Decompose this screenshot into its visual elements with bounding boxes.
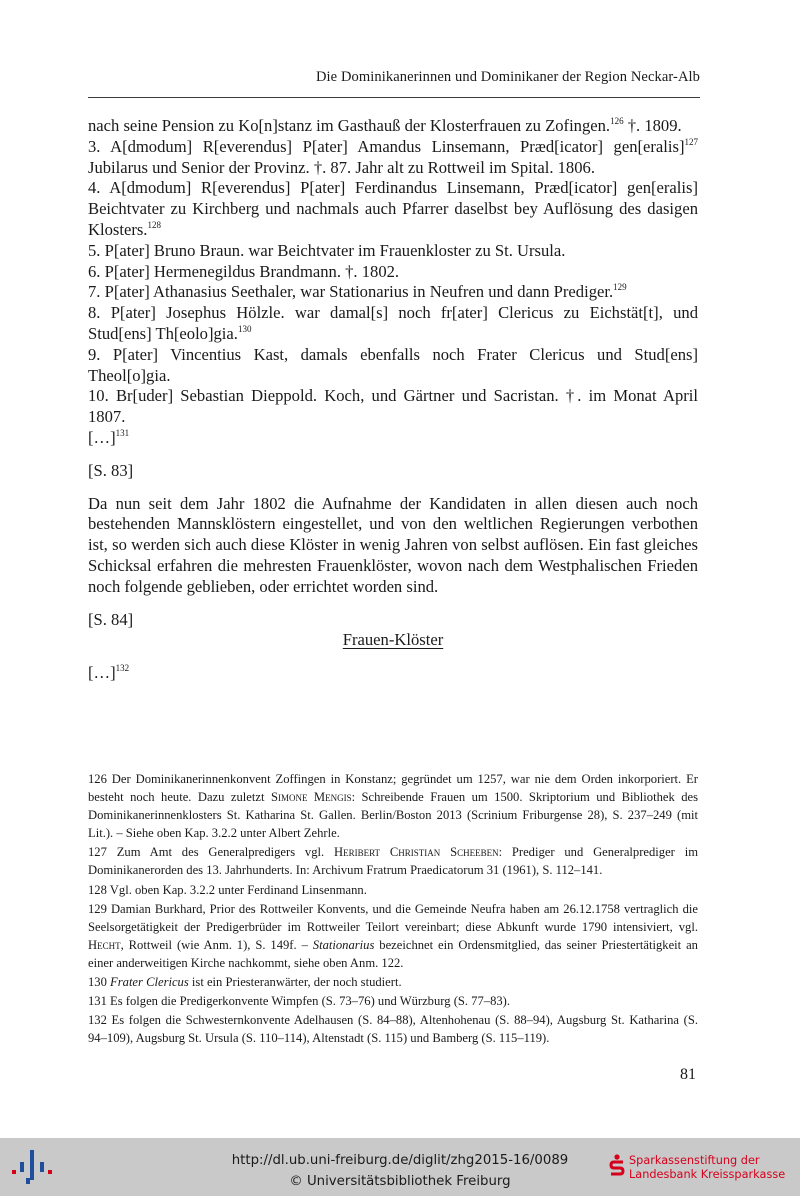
list-item: 6. P[ater] Hermenegildus Brandmann. †. 1802. xyxy=(88,261,400,281)
footnote-128: 128 Vgl. oben Kap. 3.2.2 unter Ferdinand Linsenmann. xyxy=(88,882,367,897)
footer-citation xyxy=(200,1150,600,1192)
footnote-129: 129 Damian Burkhard, Prior des Rottweiler Konvents, und die Gemeinde Neufra haben am 26.12.1758 vertraglich die Seelsorgetätigkeit der Predigerbrüder im Rottweiler Teilort vereinbart; diese Abkunft wurde 1790 intensiviert, vgl. Hecht, Rottweil (wie Anm. 1), S. 149f. – Stationarius bezeichnet ein Ordensmitglied, das seiner Priestertätigkeit an einer anderweitigen Kirche nachkommt, siehe oben Anm. 122. xyxy=(88,901,698,970)
list-item: 4. A[dmodum] R[everendus] P[ater] Ferdinandus Linsemann, Præd[icator] gen[eralis] Beichtvater zu Kirchberg und nachmals auch Pfarrer daselbst bey Auflösung des dasigen Klosters.$^{128}$ xyxy=(88,178,698,239)
footnote-130: 130 Frater Clericus ist ein Priesteranwärter, der noch studiert. xyxy=(88,975,402,990)
sparkasse-s-icon xyxy=(609,1154,625,1178)
section-title: Frauen-Klöster xyxy=(342,630,444,650)
running-header: Die Dominikanerinnen und Dominikaner der Region Neckar-Alb xyxy=(315,69,700,85)
omission-mark: […]$^{131}$ xyxy=(88,427,130,447)
footnote-ref-127[interactable]: 127 xyxy=(684,136,698,147)
footnote-ref-129[interactable]: 129 xyxy=(613,282,627,293)
footnote-ref-131[interactable]: 131 xyxy=(115,427,130,438)
main-text xyxy=(88,116,698,684)
permalink[interactable]: http://dl.ub.uni-freiburg.de/diglit/zhg2015-16/0089 xyxy=(231,1153,569,1168)
page-reference: [S. 84] xyxy=(88,609,134,629)
list-item: 3. A[dmodum] R[everendus] P[ater] Amandus Linsemann, Præd[icator] gen[eralis]$^{127}$ Jubilarus und Senior der Provinz. †. 87. Jahr alt zu Rottweil im Spital. 1806. xyxy=(88,136,698,177)
footnote-126: 126 Der Dominikanerinnenkonvent Zoffingen in Konstanz; gegründet um 1257, war nie dem Orden inkorporiert. Er besteht noch heute. Dazu zuletzt Simone Mengis: Schreibende Frauen um 1500. Skriptorium und Bibliothek des Dominikanerinnenklosters St. Katharina St. Gallen. Berlin/Boston 2013 (Scrinium Friburgense 28), S. 237–249 (mit Lit.). – Siehe oben Kap. 3.2.2 unter Albert Zehrle. xyxy=(88,772,698,841)
footnote-ref-128[interactable]: 128 xyxy=(147,219,161,230)
footnote-ref-130[interactable]: 130 xyxy=(237,323,252,334)
copyright-notice: © Universitätsbibliothek Freiburg xyxy=(289,1174,511,1189)
viewer-footer xyxy=(0,1138,800,1196)
list-item: 8. P[ater] Josephus Hölzle. war damal[s] noch fr[ater] Clericus zu Eichstät[t], und Stud[ens] Th[eolo]gia.$^{130}$ xyxy=(88,303,698,343)
header-divider xyxy=(88,97,700,98)
list-item: 7. P[ater] Athanasius Seethaler, war Stationarius in Neufren und dann Prediger.$^{129}$ xyxy=(88,282,627,302)
list-item: 10. Br[uder] Sebastian Dieppold. Koch, und Gärtner und Sacristan. †. im Monat April 1807. xyxy=(88,386,698,427)
omission-mark: […]$^{132}$ xyxy=(88,663,130,683)
footnote-ref-126[interactable]: 126 xyxy=(610,116,624,126)
footnote-132: 132 Es folgen die Schwesternkonvente Adelhausen (S. 84–88), Altenhohenau (S. 88–94), Augsburg St. Katharina (S. 94–109), Augsburg St. Ursula (S. 110–114), Altenstadt (S. 115) und Bamberg (S. 115–119). xyxy=(88,1013,698,1046)
page-number: 81 xyxy=(680,1066,696,1083)
page-reference: [S. 83] xyxy=(88,460,134,480)
footnotes xyxy=(88,770,698,1048)
footnote-ref-132[interactable]: 132 xyxy=(115,663,130,674)
text-line: nach seine Pension zu Ko[n]stanz im Gasthauß der Klosterfrauen zu Zofingen.$^{126}$ †. 1809. xyxy=(88,116,682,135)
footnote-127: 127 Zum Amt des Generalpredigers vgl. Heribert Christian Scheeben: Prediger und Generalprediger im Dominikanerorden des 13. Jahrhunderts. In: Archivum Fratrum Praedicatorum 31 (1961), S. 112–141. xyxy=(88,845,698,878)
body-paragraph: Da nun seit dem Jahr 1802 die Aufnahme der Kandidaten in allen diesen auch noch bestehenden Mannsklöstern eingestellet, und von den weltlichen Regierungen verbothen ist, so werden sich auch diese Klöster in wenig Jahren von selbst auflösen. Ein fast gleiches Schicksal erfahren die mehresten Frauenklöster, wovon nach dem Westphalischen Frieden noch folgende geblieben, oder errichtet worden sind. xyxy=(88,493,698,596)
list-item: 9. P[ater] Vincentius Kast, damals ebenfalls noch Frater Clericus und Stud[ens] Theol[o]gia. xyxy=(88,344,698,385)
sponsor-text: Sparkassenstiftung der Landesbank Kreissparkasse xyxy=(629,1154,786,1181)
list-item: 5. P[ater] Bruno Braun. war Beichtvater im Frauenkloster zu St. Ursula. xyxy=(88,240,566,260)
footnote-131: 131 Es folgen die Predigerkonvente Wimpfen (S. 73–76) und Würzburg (S. 77–83). xyxy=(88,994,511,1009)
ub-freiburg-logo-icon[interactable] xyxy=(10,1148,54,1188)
sponsor-logo[interactable] xyxy=(609,1154,794,1188)
